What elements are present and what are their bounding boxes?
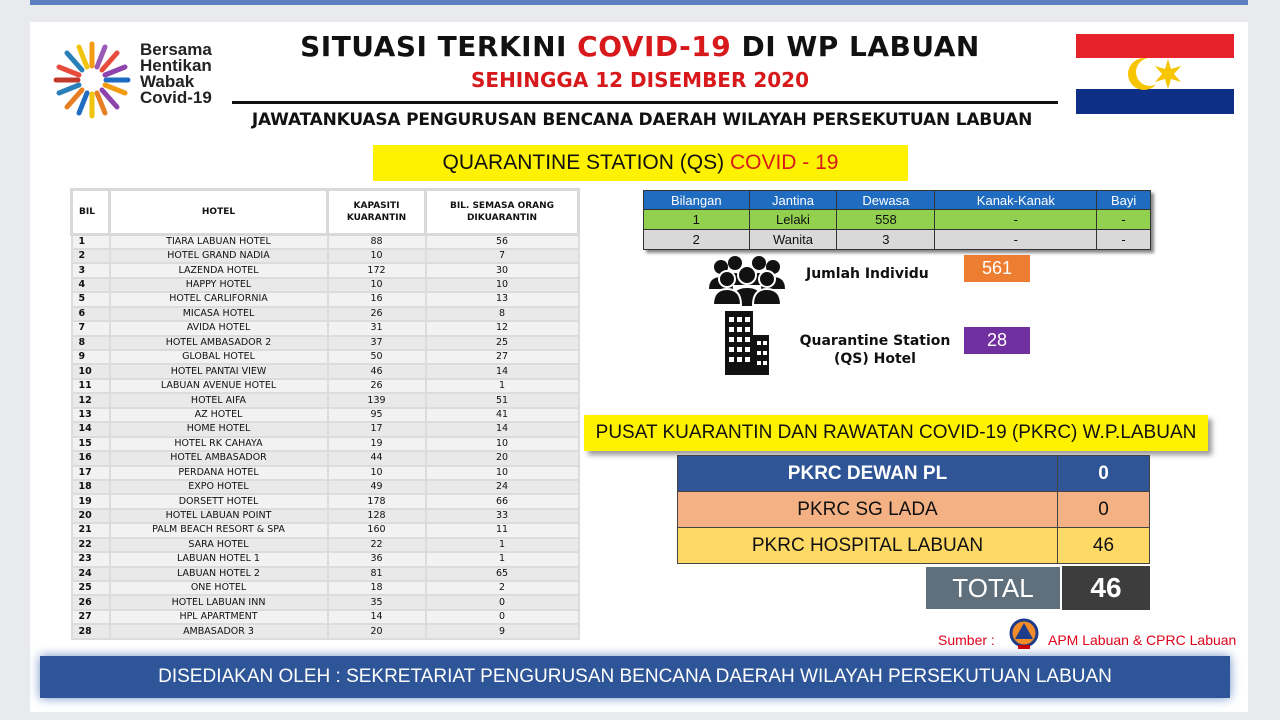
table-row <box>72 364 579 378</box>
qs-hotel-value: 28 <box>964 327 1030 354</box>
table-cell: HOTEL LABUAN INN <box>110 595 328 609</box>
col-header: Bilangan <box>644 191 750 210</box>
table-cell: 56 <box>426 235 579 249</box>
col-header-current: BIL. SEMASA ORANG DIKUARANTIN <box>426 190 579 235</box>
table-cell: ONE HOTEL <box>110 581 328 595</box>
table-cell: 24 <box>72 567 110 581</box>
table-cell: 19 <box>328 437 426 451</box>
table-cell: HOME HOTEL <box>110 422 328 436</box>
qs-banner-text: QUARANTINE STATION (QS) <box>442 151 730 174</box>
qs-hotel-label <box>790 332 960 368</box>
table-cell: 12 <box>426 321 579 335</box>
table-cell: 26 <box>328 307 426 321</box>
table-cell: 20 <box>328 624 426 638</box>
table-cell: 36 <box>328 552 426 566</box>
table-cell: 88 <box>328 235 426 249</box>
table-row <box>72 437 579 451</box>
pkrc-count: 46 <box>1058 528 1150 564</box>
table-cell: 51 <box>426 393 579 407</box>
table-cell: 9 <box>426 624 579 638</box>
table-row <box>72 610 579 624</box>
table-row <box>72 466 579 480</box>
top-strip <box>30 0 1248 5</box>
table-cell: DORSETT HOTEL <box>110 494 328 508</box>
table-row <box>72 321 579 335</box>
table-cell: 17 <box>72 466 110 480</box>
table-row <box>72 249 579 263</box>
table-cell: 3 <box>72 263 110 277</box>
title-text: SITUASI TERKINI <box>300 30 578 63</box>
qs-hotel-label-line: (QS) Hotel <box>834 351 916 367</box>
pkrc-name: PKRC HOSPITAL LABUAN <box>678 528 1058 564</box>
table-cell: 7 <box>426 249 579 263</box>
date-subtitle: SEHINGGA 12 DISEMBER 2020 <box>471 68 809 92</box>
table-cell: HOTEL RK CAHAYA <box>110 437 328 451</box>
table-cell: LABUAN HOTEL 1 <box>110 552 328 566</box>
table-cell: 25 <box>72 581 110 595</box>
table-cell: 1 <box>644 210 750 230</box>
table-row <box>72 480 579 494</box>
table-cell: HOTEL GRAND NADIA <box>110 249 328 263</box>
table-cell: 13 <box>426 292 579 306</box>
table-cell: HOTEL LABUAN POINT <box>110 509 328 523</box>
table-cell: 11 <box>426 523 579 537</box>
committee-title: JAWATANKUASA PENGURUSAN BENCANA DAERAH WILAYAH PERSEKUTUAN LABUAN <box>251 110 1033 130</box>
table-cell: 20 <box>72 509 110 523</box>
table-cell: - <box>935 210 1097 230</box>
table-cell: 14 <box>72 422 110 436</box>
table-cell: GLOBAL HOTEL <box>110 350 328 364</box>
hotel-quarantine-table <box>70 188 580 640</box>
table-cell: 66 <box>426 494 579 508</box>
gender-breakdown-table <box>643 190 1151 250</box>
covid-campaign-logo-icon <box>52 38 132 122</box>
table-cell: 3 <box>837 230 935 250</box>
table-cell: 41 <box>426 408 579 422</box>
table-cell: 8 <box>426 307 579 321</box>
table-cell: 5 <box>72 292 110 306</box>
pkrc-row-sg-lada <box>678 492 1150 528</box>
table-cell: HAPPY HOTEL <box>110 278 328 292</box>
table-cell: 35 <box>328 595 426 609</box>
table-cell: EXPO HOTEL <box>110 480 328 494</box>
title-divider <box>232 101 1058 104</box>
table-cell: 1 <box>72 235 110 249</box>
table-cell: 10 <box>426 278 579 292</box>
table-cell: 17 <box>328 422 426 436</box>
table-cell: 25 <box>426 336 579 350</box>
table-cell: 12 <box>72 393 110 407</box>
table-cell: LABUAN AVENUE HOTEL <box>110 379 328 393</box>
logo-text-line: Covid-19 <box>140 88 212 107</box>
table-cell: 1 <box>426 552 579 566</box>
table-cell: 139 <box>328 393 426 407</box>
table-cell: 13 <box>72 408 110 422</box>
table-row <box>72 595 579 609</box>
table-cell: 558 <box>837 210 935 230</box>
col-header-capacity: KAPASITI KUARANTIN <box>328 190 426 235</box>
table-cell: 10 <box>328 466 426 480</box>
source-label: Sumber : <box>938 632 995 648</box>
table-cell: 9 <box>72 350 110 364</box>
table-cell: 15 <box>72 437 110 451</box>
table-row <box>72 624 579 638</box>
col-header: Kanak-Kanak <box>935 191 1097 210</box>
pkrc-banner: PUSAT KUARANTIN DAN RAWATAN COVID-19 (PKRC) W.P.LABUAN <box>584 415 1208 451</box>
table-row-female <box>644 230 1151 250</box>
table-cell: Lelaki <box>749 210 837 230</box>
table-cell: 172 <box>328 263 426 277</box>
table-row-male <box>644 210 1151 230</box>
table-row <box>72 235 579 249</box>
table-cell: 4 <box>72 278 110 292</box>
table-cell: SARA HOTEL <box>110 538 328 552</box>
table-cell: 20 <box>426 451 579 465</box>
total-individuals-value: 561 <box>964 255 1030 282</box>
table-cell: TIARA LABUAN HOTEL <box>110 235 328 249</box>
table-cell: 10 <box>328 278 426 292</box>
table-cell: 10 <box>72 364 110 378</box>
table-row <box>72 523 579 537</box>
pkrc-name: PKRC DEWAN PL <box>678 456 1058 492</box>
title-highlight: COVID-19 <box>577 30 732 63</box>
table-cell: 1 <box>426 538 579 552</box>
pkrc-name: PKRC SG LADA <box>678 492 1058 528</box>
main-title <box>250 30 1030 63</box>
table-cell: 0 <box>426 610 579 624</box>
logo-text-line: Bersama <box>140 40 212 59</box>
table-cell: 46 <box>328 364 426 378</box>
col-header: Jantina <box>749 191 837 210</box>
table-cell: 26 <box>72 595 110 609</box>
table-row <box>72 567 579 581</box>
table-header-row <box>72 190 579 235</box>
table-row <box>72 336 579 350</box>
table-row <box>72 292 579 306</box>
table-row <box>72 494 579 508</box>
table-cell: AZ HOTEL <box>110 408 328 422</box>
table-row <box>72 307 579 321</box>
table-cell: - <box>1097 210 1151 230</box>
table-cell: 31 <box>328 321 426 335</box>
col-header: Dewasa <box>837 191 935 210</box>
table-cell: 2 <box>72 249 110 263</box>
table-cell: 37 <box>328 336 426 350</box>
campaign-logo <box>52 38 232 128</box>
table-cell: 21 <box>72 523 110 537</box>
total-label: TOTAL <box>926 567 1060 609</box>
pkrc-count: 0 <box>1058 492 1150 528</box>
table-cell: HOTEL CARLIFORNIA <box>110 292 328 306</box>
table-cell: 6 <box>72 307 110 321</box>
qs-banner-highlight: COVID - 19 <box>729 151 839 174</box>
total-individuals-label: Jumlah Individu <box>806 266 929 282</box>
table-cell: LAZENDA HOTEL <box>110 263 328 277</box>
total-value: 46 <box>1062 566 1150 610</box>
table-cell: 30 <box>426 263 579 277</box>
table-cell: 128 <box>328 509 426 523</box>
table-row <box>72 509 579 523</box>
table-cell: LABUAN HOTEL 2 <box>110 567 328 581</box>
table-cell: 10 <box>426 466 579 480</box>
table-cell: 23 <box>72 552 110 566</box>
table-row <box>72 451 579 465</box>
table-cell: 8 <box>72 336 110 350</box>
prepared-by-footer: DISEDIAKAN OLEH : SEKRETARIAT PENGURUSAN BENCANA DAERAH WILAYAH PERSEKUTUAN LABUAN <box>40 656 1230 698</box>
table-cell: AMBASADOR 3 <box>110 624 328 638</box>
table-cell: 81 <box>328 567 426 581</box>
pkrc-count: 0 <box>1058 456 1150 492</box>
table-cell: 16 <box>72 451 110 465</box>
table-header-row <box>644 191 1151 210</box>
table-row <box>72 263 579 277</box>
logo-text-line: Wabak <box>140 72 195 91</box>
pkrc-row-dewan-pl <box>678 456 1150 492</box>
table-cell: Wanita <box>749 230 837 250</box>
table-cell: 18 <box>328 581 426 595</box>
table-row <box>72 581 579 595</box>
table-cell: 0 <box>426 595 579 609</box>
table-cell: - <box>935 230 1097 250</box>
table-cell: 65 <box>426 567 579 581</box>
hotel-building-icon <box>721 309 773 377</box>
col-header-hotel: HOTEL <box>110 190 328 235</box>
table-row <box>72 552 579 566</box>
col-header-bil: BIL <box>72 190 110 235</box>
table-cell: 178 <box>328 494 426 508</box>
apm-logo-icon <box>1009 617 1039 651</box>
table-cell: 16 <box>328 292 426 306</box>
table-row <box>72 278 579 292</box>
table-cell: 18 <box>72 480 110 494</box>
table-cell: HOTEL AMBASADOR <box>110 451 328 465</box>
table-cell: 1 <box>426 379 579 393</box>
table-cell: PALM BEACH RESORT & SPA <box>110 523 328 537</box>
logo-text-line: Hentikan <box>140 56 212 75</box>
people-group-icon <box>707 255 787 307</box>
hotel-table-body <box>72 235 579 639</box>
source-name: APM Labuan & CPRC Labuan <box>1048 632 1237 648</box>
table-cell: 19 <box>72 494 110 508</box>
table-cell: 50 <box>328 350 426 364</box>
table-cell: 27 <box>72 610 110 624</box>
table-cell: 2 <box>644 230 750 250</box>
table-cell: HOTEL AIFA <box>110 393 328 407</box>
table-cell: - <box>1097 230 1151 250</box>
logo-text <box>140 42 212 106</box>
table-row <box>72 422 579 436</box>
table-row <box>72 393 579 407</box>
table-cell: 22 <box>72 538 110 552</box>
crescent-star-icon <box>1122 51 1192 97</box>
table-row <box>72 350 579 364</box>
table-cell: 26 <box>328 379 426 393</box>
table-cell: 33 <box>426 509 579 523</box>
col-header: Bayi <box>1097 191 1151 210</box>
table-cell: 14 <box>328 610 426 624</box>
table-cell: 49 <box>328 480 426 494</box>
table-cell: 28 <box>72 624 110 638</box>
table-cell: 7 <box>72 321 110 335</box>
table-cell: PERDANA HOTEL <box>110 466 328 480</box>
table-cell: 10 <box>426 437 579 451</box>
table-row <box>72 408 579 422</box>
table-cell: 44 <box>328 451 426 465</box>
table-cell: MICASA HOTEL <box>110 307 328 321</box>
pkrc-table <box>677 455 1150 564</box>
table-cell: AVIDA HOTEL <box>110 321 328 335</box>
table-cell: 14 <box>426 364 579 378</box>
quarantine-station-banner <box>373 145 908 181</box>
table-row <box>72 538 579 552</box>
table-row <box>72 379 579 393</box>
table-cell: 27 <box>426 350 579 364</box>
table-cell: 95 <box>328 408 426 422</box>
table-cell: 11 <box>72 379 110 393</box>
table-cell: 2 <box>426 581 579 595</box>
pkrc-row-hospital-labuan <box>678 528 1150 564</box>
table-cell: 22 <box>328 538 426 552</box>
labuan-flag <box>1076 34 1234 114</box>
table-cell: 10 <box>328 249 426 263</box>
table-cell: HOTEL AMBASADOR 2 <box>110 336 328 350</box>
qs-hotel-label-line: Quarantine Station <box>799 333 951 349</box>
table-cell: 24 <box>426 480 579 494</box>
table-cell: 160 <box>328 523 426 537</box>
table-cell: HPL APARTMENT <box>110 610 328 624</box>
title-text-end: DI WP LABUAN <box>731 30 980 63</box>
table-cell: 14 <box>426 422 579 436</box>
table-cell: HOTEL PANTAI VIEW <box>110 364 328 378</box>
